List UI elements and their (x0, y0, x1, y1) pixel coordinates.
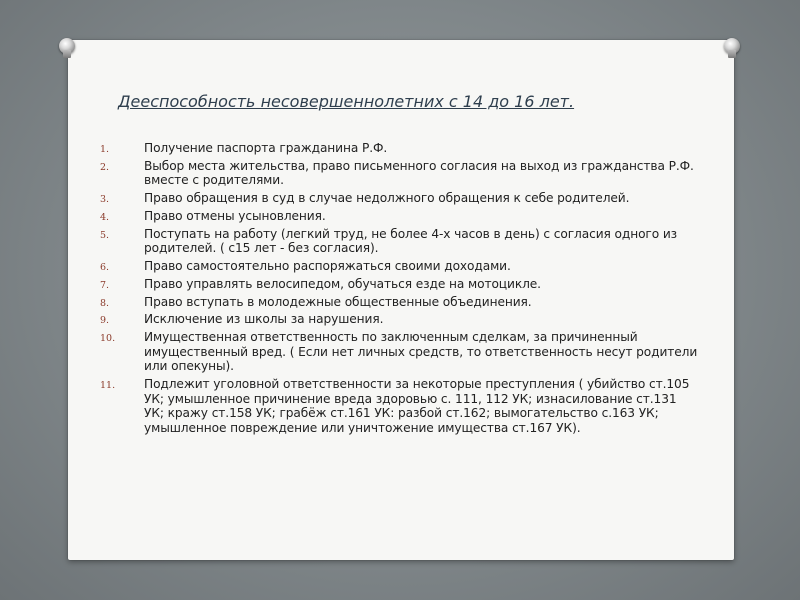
item-text: Право обращения в суд в случае недолжного обращения к себе родителей. (144, 191, 630, 206)
list-item (94, 295, 699, 310)
item-number: 6. (100, 262, 110, 274)
item-text: Право вступать в молодежные общественные объединения. (144, 294, 532, 309)
pin-icon (59, 38, 75, 54)
item-number: 3. (100, 194, 110, 206)
list-item (94, 259, 699, 274)
item-number: 5. (100, 229, 110, 241)
list-item (94, 377, 699, 435)
item-text: Право отмены усыновления. (144, 208, 326, 223)
item-text: Право самостоятельно распоряжаться своими доходами. (144, 259, 511, 274)
list-item (94, 141, 699, 156)
item-number: 2. (100, 161, 110, 173)
item-number: 8. (100, 297, 110, 309)
item-number: 7. (100, 279, 110, 291)
list-item (94, 312, 699, 327)
item-text: Имущественная ответственность по заключенным сделкам, за причиненный имущественный вред. ( Если нет личных средств, то ответственность несут родители или опекуны). (144, 330, 698, 374)
pin-icon (724, 38, 740, 54)
item-text: Право управлять велосипедом, обучаться езде на мотоцикле. (144, 276, 541, 291)
item-number: 11. (100, 380, 116, 392)
list-item (94, 191, 699, 206)
item-number: 4. (100, 211, 110, 223)
list-item (94, 227, 699, 256)
item-text: Исключение из школы за нарушения. (144, 312, 384, 327)
list-item (94, 159, 699, 188)
item-number: 10. (100, 333, 116, 345)
item-text: Получение паспорта гражданина Р.Ф. (144, 141, 388, 155)
item-text: Поступать на работу (легкий труд, не более 4-х часов в день) с согласия одного из родителей. ( с15 лет - без согласия). (144, 226, 678, 256)
slide-title: Дееспособность несовершеннолетних с 14 до 16 лет. (118, 92, 575, 111)
item-text: Выбор места жительства, право письменного согласия на выход из гражданства Р.Ф. вместе с родителями. (144, 158, 694, 188)
list-item (94, 209, 699, 224)
list-item (94, 277, 699, 292)
rights-list (94, 141, 699, 439)
item-number: 9. (100, 315, 110, 327)
item-text: Подлежит уголовной ответственности за некоторые преступления ( убийство ст.105 УК; умышленное причинение вреда здоровью с. 111, 112 УК; изнасилование ст.131 УК; кражу ст.158 УК; грабёж ст.161 УК: разбой ст.162; вымогательство с.163 УК; умышленное повреждение или уничтожение имущества ст.167 УК). (144, 377, 690, 435)
item-number: 1. (100, 144, 110, 155)
list-item (94, 330, 699, 374)
